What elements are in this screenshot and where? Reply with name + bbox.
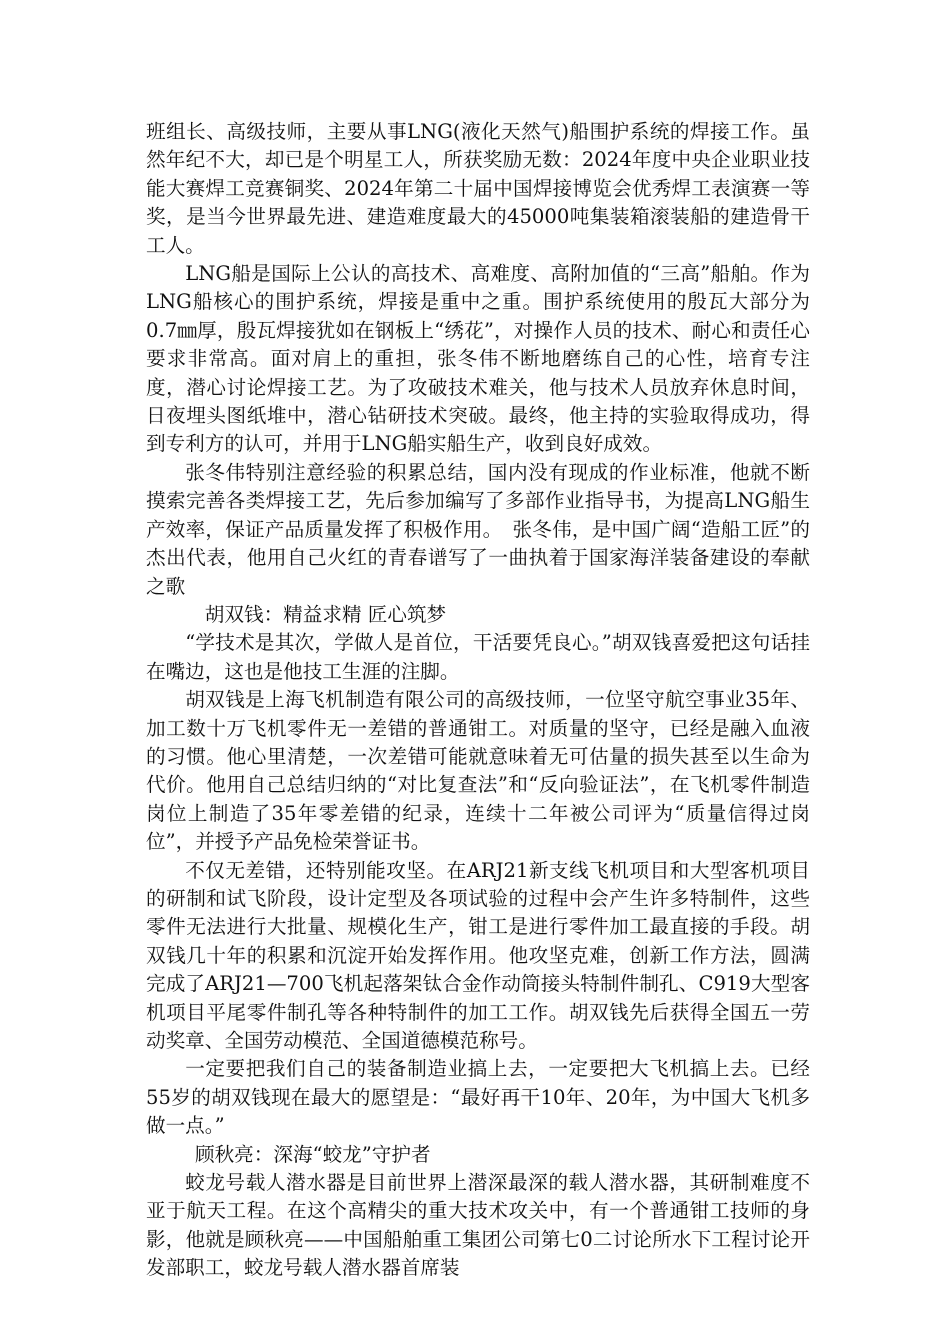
paragraph-hu-achievements: 不仅无差错，还特别能攻坚。在ARJ21新支线飞机项目和大型客机项目的研制和试飞阶段，设计定型及各项试验的过程中会产生许多特制件，这些零件无法进行大批量、规模化生产，钳工是进行零件加工最直接的手段。胡双钱几十年的积累和沉淀开始发挥作用。他攻坚克难，创新工作方法，圆满完成了ARJ21—700飞机起落架钛合金作动筒接头特制件制孔、C919大型客机项目平尾零件制孔等各种特制件的加工工作。胡双钱先后获得全国五一劳动奖章、全国劳动模范、全国道德模范称号。: [146, 858, 810, 1052]
paragraph-jiaolong: 蛟龙号载人潜水器是目前世界上潜深最深的载人潜水器，其研制难度不亚于航天工程。在这个高精尖的重大技术攻关中，有一个普通钳工技师的身影，他就是顾秋亮——中国船舶重工集团公司第七0二讨论所水下工程讨论开发部职工，蛟龙号载人潜水器首席装: [146, 1171, 810, 1280]
section-heading-gu-qiuliang: 顾秋亮：深海“蛟龙”守护者: [195, 1142, 431, 1166]
paragraph-hu-wish: 一定要把我们自己的装备制造业搞上去，一定要把大飞机搞上去。已经55岁的胡双钱现在最大的愿望是：“最好再干10年、20年，为中国大飞机多做一点。”: [146, 1057, 810, 1138]
section-heading-hu-shuangqian: 胡双钱：精益求精 匠心筑梦: [204, 602, 447, 626]
paragraph-lng-ship: LNG船是国际上公认的高技术、高难度、高附加值的“三高”船舶。作为LNG船核心的围护系统，焊接是重中之重。围护系统使用的殷瓦大部分为0.7㎜厚，殷瓦焊接犹如在钢板上“绣花”，对操作人员的技术、耐心和责任心要求非常高。面对肩上的重担，张冬伟不断地磨练自己的心性，培育专注度，潜心讨论焊接工艺。为了攻破技术难关，他与技术人员放弃休息时间，日夜埋头图纸堆中，潜心钻研技术突破。最终，他主持的实验取得成功，得到专利方的认可，并用于LNG船实船生产，收到良好成效。: [146, 262, 810, 456]
paragraph-experience: 张冬伟特别注意经验的积累总结，国内没有现成的作业标准，他就不断摸索完善各类焊接工艺，先后参加编写了多部作业指导书，为提高LNG船生产效率，保证产品质量发挥了积极作用。 张冬伟，是中国广阔“造船工匠”的杰出代表，他用自己火红的青春谱写了一曲执着于国家海洋装备建设的奉献之歌: [146, 460, 810, 598]
paragraph-intro: 班组长、高级技师，主要从事LNG(液化天然气)船围护系统的焊接工作。虽然年纪不大，却已是个明星工人，所获奖励无数：2024年度中央企业职业技能大赛焊工竞赛铜奖、2024年第二十届中国焊接博览会优秀焊工表演赛一等奖，是当今世界最先进、建造难度最大的45000吨集装箱滚装船的建造骨干工人。: [146, 120, 810, 257]
paragraph-hu-profile: 胡双钱是上海飞机制造有限公司的高级技师，一位坚守航空事业35年、加工数十万飞机零件无一差错的普通钳工。对质量的坚守，已经是融入血液的习惯。他心里清楚，一次差错可能就意味着无可估量的损失甚至以生命为代价。他用自己总结归纳的“对比复查法”和“反向验证法”，在飞机零件制造岗位上制造了35年零差错的纪录，连续十二年被公司评为“质量信得过岗位”，并授予产品免检荣誉证书。: [146, 688, 810, 854]
document-page: [146, 118, 810, 1283]
paragraph-quote: “学技术是其次，学做人是首位，干活要凭良心。”胡双钱喜爱把这句话挂在嘴边，这也是他技工生涯的注脚。: [146, 631, 810, 683]
